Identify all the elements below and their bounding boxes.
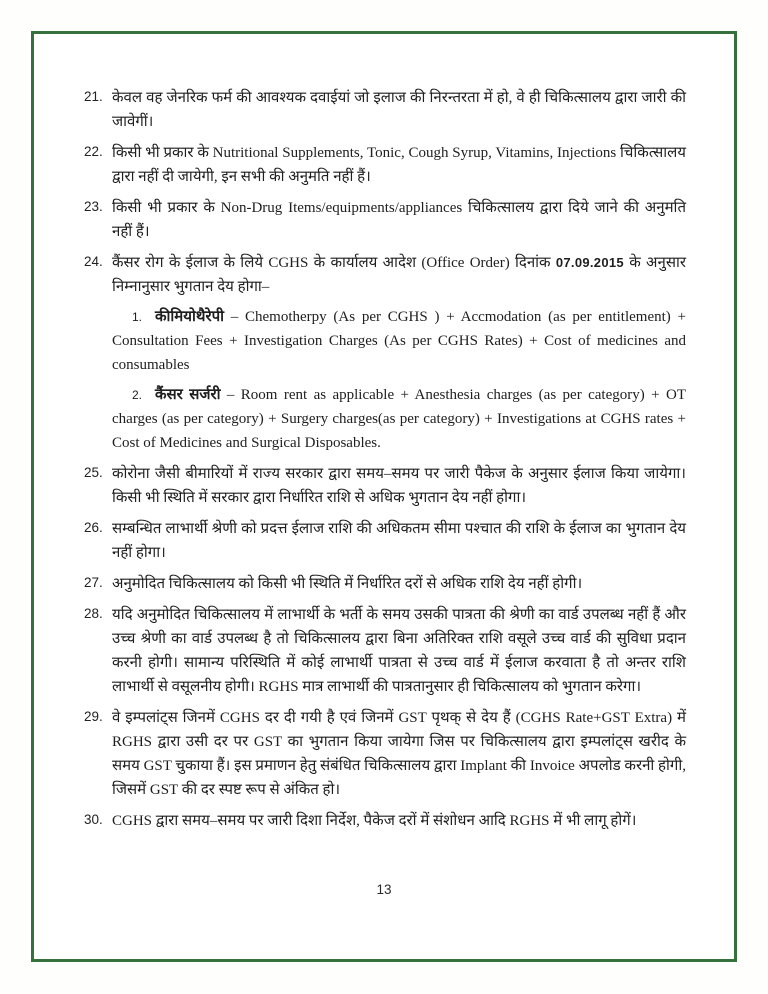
list-item: [84, 251, 686, 455]
list-item-body: [112, 462, 686, 510]
list-item-text: सम्बन्धित लाभार्थी श्रेणी को प्रदत्त ईलाज राशि की अधिकतम सीमा पश्चात की राशि के ईलाज का भुगतान देय नहीं होगा।: [112, 521, 686, 561]
list-item: [84, 572, 686, 596]
list-item-text: वे इम्पलांट्स जिनमें CGHS दर दी गयी है एवं जिनमें GST पृथक् से देय हैं (CGHS Rate+GST Extra) में RGHS द्वारा उसी दर पर GST का भुगतान किया जायेगा जिस पर चिकित्सालय द्वारा इम्पलांट्स खरीद के समय GST चुकाया हैं। इस प्रमाणन हेतु संबंधित चिकित्सालय द्वारा Implant की Invoice अपलोड करनी होगी, जिसमें GST की दर स्पष्ट रूप से अंकित हो।: [112, 710, 686, 798]
list-item-number: 29.: [84, 709, 103, 724]
page-number: 13: [376, 882, 392, 897]
list-item-number: 27.: [84, 575, 103, 590]
list-item-text: [112, 251, 686, 299]
list-item-body: [112, 517, 686, 565]
list-item-number: 25.: [84, 465, 103, 480]
sub-item-number: 2.: [132, 388, 143, 402]
sub-item-number: 1.: [132, 310, 143, 324]
list-item-text: यदि अनुमोदित चिकित्सालय में लाभार्थी के भर्ती के समय उसकी पात्रता की श्रेणी का वार्ड उपलब्ध नहीं हैं और उच्च श्रेणी का वार्ड उपलब्ध है तो चिकित्सालय द्वारा बिना अतिरिक्त राशि वसूले उच्च वार्ड की सुविधा प्रदान करनी होगी। सामान्य परिस्थिति में कोई लाभार्थी पात्रता से उच्च वार्ड में ईलाज करवाता है तो अन्तर राशि लाभार्थी से वसूलनीय होगी। RGHS मात्र लाभार्थी की पात्रतानुसार ही चिकित्सालय को भुगतान करेगा।: [112, 607, 686, 695]
list-item: [84, 517, 686, 565]
numbered-list: [34, 34, 734, 833]
list-item: [84, 196, 686, 244]
list-item: [84, 706, 686, 802]
list-item-text: अनुमोदित चिकित्सालय को किसी भी स्थिति में निर्धारित दरों से अधिक राशि देय नहीं होगी।: [112, 576, 583, 592]
list-item-number: 21.: [84, 89, 103, 104]
list-item-number: 23.: [84, 199, 103, 214]
list-item-number: 22.: [84, 144, 103, 159]
list-item: [84, 809, 686, 833]
list-item: [84, 86, 686, 134]
list-item: [84, 603, 686, 699]
list-item-body: [112, 141, 686, 189]
list-item-text: CGHS द्वारा समय–समय पर जारी दिशा निर्देश, पैकेज दरों में संशोधन आदि RGHS में भी लागू होगें।: [112, 813, 637, 829]
list-item-body: [112, 86, 686, 134]
sub-item-text: – Room rent as applicable + Anesthesia charges (as per category) + OT charges (as per category) + Surgery charges(as per category) + Investigations at CGHS rates + Cost of Medicines and Surgical Disposables.: [112, 387, 686, 451]
list-item: [84, 462, 686, 510]
list-item-body: [112, 809, 686, 833]
list-item-body: [112, 572, 686, 596]
list-item-number: 24.: [84, 254, 103, 269]
text-fragment: के अनुसार निम्नानुसार भुगतान देय होगा–: [112, 255, 686, 295]
sub-item-heading: कैंसर सर्जरी: [155, 387, 221, 403]
list-item-text: केवल वह जेनरिक फर्म की आवश्यक दवाईयां जो इलाज की निरन्तरता में हो, वे ही चिकित्सालय द्वारा जारी की जावेगीं।: [112, 90, 686, 130]
list-item-text: किसी भी प्रकार के Nutritional Supplements, Tonic, Cough Syrup, Vitamins, Injections चिकित्सालय द्वारा नहीं दी जायेगी, इन सभी की अनुमति नहीं हैं।: [112, 145, 686, 185]
list-item-text: किसी भी प्रकार के Non-Drug Items/equipments/appliances चिकित्सालय द्वारा दिये जाने की अनुमति नहीं हैं।: [112, 200, 686, 240]
list-item-number: 30.: [84, 812, 103, 827]
list-item: [84, 141, 686, 189]
sub-item-text: – Chemotherpy (As per CGHS ) + Accmodation (as per entitlement) + Consultation Fees + Investigation Charges (As per CGHS Rates) + Cost of medicines and consumables: [112, 309, 686, 373]
list-item-body: [112, 603, 686, 699]
text-fragment: कैंसर रोग के ईलाज के लिये CGHS के कार्यालय आदेश (Office Order) दिनांक: [112, 255, 556, 271]
list-item-body: [112, 706, 686, 802]
list-item-number: 26.: [84, 520, 103, 535]
sub-item: [112, 383, 686, 455]
office-order-date: 07.09.2015: [555, 255, 624, 270]
list-item-number: 28.: [84, 606, 103, 621]
list-item-body: [112, 251, 686, 455]
page-border: [31, 31, 737, 962]
sub-item: [112, 305, 686, 377]
sub-item-heading: कीमियोथैरेपी: [155, 309, 224, 325]
list-item-text: कोरोना जैसी बीमारियों में राज्य सरकार द्वारा समय–समय पर जारी पैकेज के अनुसार ईलाज किया जायेगा। किसी भी स्थिति में सरकार द्वारा निर्धारित राशि से अधिक भुगतान देय नहीं होगा।: [112, 466, 686, 506]
list-item-body: [112, 196, 686, 244]
